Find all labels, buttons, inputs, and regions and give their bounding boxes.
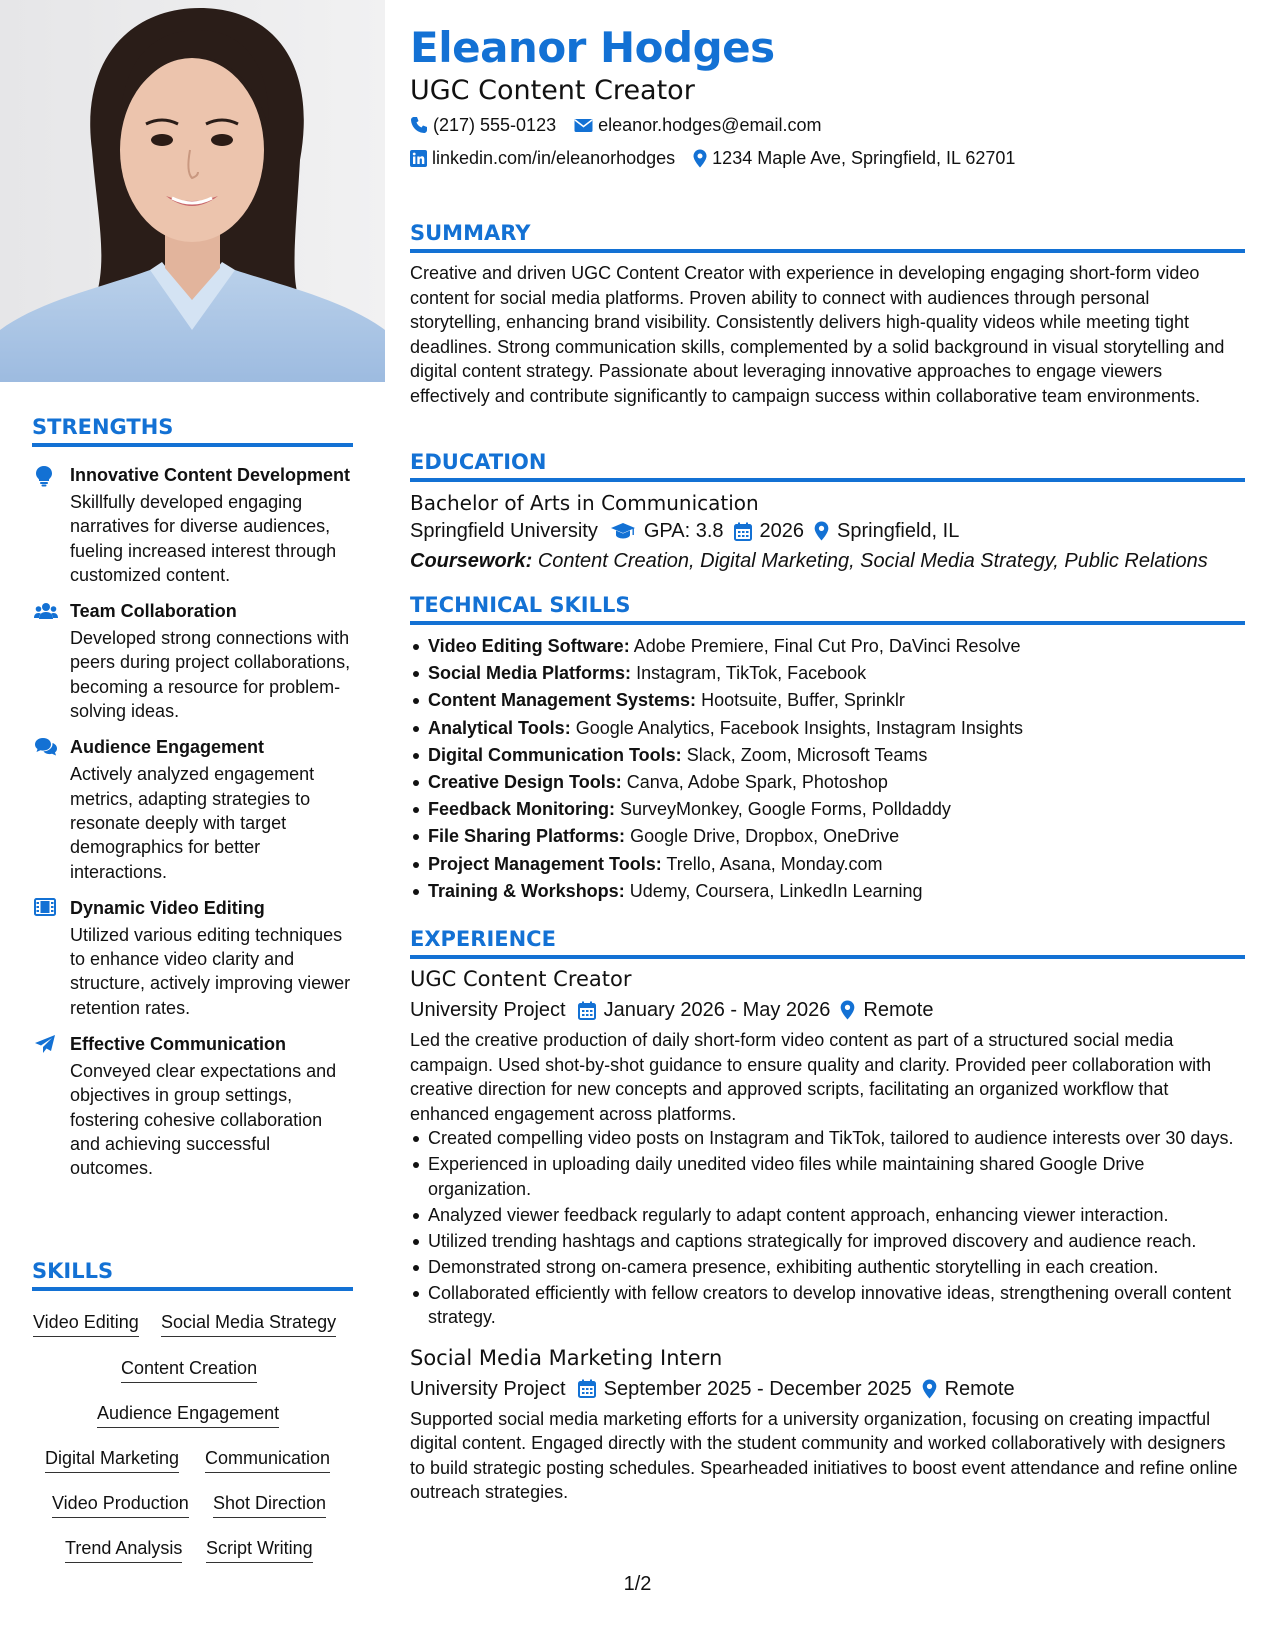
map-pin-icon bbox=[693, 149, 707, 168]
list-item bbox=[410, 715, 1245, 742]
sidebar bbox=[0, 0, 385, 1650]
linkedin-text: linkedin.com/in/eleanorhodges bbox=[432, 148, 676, 168]
strength-desc: Conveyed clear expectations and objectives in group settings, fostering cohesive collaboration and achieving successful outcomes. bbox=[70, 1061, 337, 1179]
strength-item bbox=[32, 1034, 353, 1180]
strength-name: Team Collaboration bbox=[70, 601, 237, 622]
tech-skill-value: Udemy, Coursera, LinkedIn Learning bbox=[629, 880, 923, 901]
tech-skill-label: Analytical Tools: bbox=[428, 717, 571, 738]
email-contact[interactable] bbox=[574, 113, 821, 137]
skill-tag: Content Creation bbox=[121, 1356, 257, 1383]
summary-heading: SUMMARY bbox=[410, 220, 1245, 253]
school-name: Springfield University bbox=[410, 520, 598, 542]
experience-heading: EXPERIENCE bbox=[410, 926, 1245, 959]
gpa-text: GPA: 3.8 bbox=[643, 520, 724, 542]
linkedin-icon bbox=[410, 150, 427, 167]
job-summary: Supported social media marketing efforts for a university organization, focusing on creating impactful digital content. Engaged directly with the student community and worked collaboratively with designers to build strategic posting schedules. Spearheaded initiatives to boost event attendance and refine online outreach strategies. bbox=[410, 1408, 1238, 1502]
tech-skill-value: Trello, Asana, Monday.com bbox=[666, 853, 883, 874]
education-meta bbox=[410, 516, 1245, 546]
list-item bbox=[410, 633, 1245, 660]
education-section bbox=[410, 449, 1245, 576]
tech-skill-value: Canva, Adobe Spark, Photoshop bbox=[626, 772, 888, 793]
skill-tag: Communication bbox=[205, 1446, 330, 1473]
job-dates: January 2026 - May 2026 bbox=[603, 999, 831, 1021]
job-bullets bbox=[410, 1126, 1245, 1330]
degree-name: Bachelor of Arts in Communication bbox=[410, 491, 759, 515]
tech-skill-value: Google Analytics, Facebook Insights, Instagram Insights bbox=[575, 717, 1023, 738]
job-summary: Led the creative production of daily short-form video content as part of a structured social media campaign. Used shot-by-shot guidance to ensure quality and clarity. Provided peer collaboration with creative direction for new concepts and approved scripts, facilitating an organized workflow that enhanced engagement across platforms. bbox=[410, 1030, 1212, 1124]
calendar-icon bbox=[578, 1001, 596, 1020]
coursework-line bbox=[410, 546, 1245, 576]
strengths-section bbox=[32, 414, 353, 1181]
list-item bbox=[410, 742, 1245, 769]
strength-desc: Utilized various editing techniques to enhance video clarity and structure, actively improving viewer retention rates. bbox=[70, 924, 351, 1018]
strength-name: Dynamic Video Editing bbox=[70, 897, 265, 918]
job-dates: September 2025 - December 2025 bbox=[603, 1377, 912, 1400]
list-item: Analyzed viewer feedback regularly to adapt content approach, enhancing viewer interaction. bbox=[410, 1203, 1245, 1228]
tech-skill-label: Project Management Tools: bbox=[428, 853, 662, 874]
technical-skills-list bbox=[410, 633, 1245, 905]
job-location: Remote bbox=[944, 1377, 1015, 1400]
education-location: Springfield, IL bbox=[837, 520, 960, 542]
strength-name: Innovative Content Development bbox=[70, 465, 351, 485]
contact-row bbox=[410, 113, 840, 137]
phone-text: (217) 555-0123 bbox=[433, 115, 557, 135]
strength-item bbox=[32, 601, 353, 723]
job-org: University Project bbox=[410, 1377, 566, 1400]
list-item: Experienced in uploading daily unedited video files while maintaining shared Google Drive organization. bbox=[410, 1152, 1245, 1201]
tech-skill-label: Digital Communication Tools: bbox=[428, 744, 682, 765]
envelope-icon bbox=[574, 118, 593, 133]
calendar-icon bbox=[734, 522, 752, 541]
tech-skill-label: Social Media Platforms: bbox=[428, 663, 632, 684]
map-pin-icon bbox=[814, 521, 829, 541]
map-pin-icon bbox=[922, 1379, 937, 1399]
skill-tag: Script Writing bbox=[206, 1536, 313, 1563]
list-item bbox=[410, 823, 1245, 850]
summary-section bbox=[410, 220, 1245, 408]
list-item: Created compelling video posts on Instagram and TikTok, tailored to audience interests over 30 days. bbox=[410, 1126, 1245, 1151]
education-heading: EDUCATION bbox=[410, 449, 1245, 482]
strength-item bbox=[32, 737, 353, 883]
skill-tag: Trend Analysis bbox=[65, 1536, 182, 1563]
list-item bbox=[410, 769, 1245, 796]
list-item bbox=[410, 687, 1245, 714]
skill-tag: Shot Direction bbox=[213, 1491, 326, 1518]
job-title: Social Media Marketing Intern bbox=[410, 1345, 723, 1370]
tech-skill-value: Adobe Premiere, Final Cut Pro, DaVinci Resolve bbox=[633, 636, 1021, 656]
job-meta bbox=[410, 995, 1245, 1025]
strength-name: Audience Engagement bbox=[70, 737, 265, 758]
strengths-heading: STRENGTHS bbox=[32, 414, 353, 447]
job-entry bbox=[410, 965, 1245, 1330]
phone-contact[interactable] bbox=[410, 113, 556, 137]
skill-tag: Audience Engagement bbox=[97, 1401, 279, 1428]
strength-item bbox=[32, 898, 353, 1020]
skills-section bbox=[32, 1258, 353, 1291]
profile-photo bbox=[0, 0, 385, 382]
graduation-cap-icon bbox=[610, 522, 636, 540]
tech-skill-value: Google Drive, Dropbox, OneDrive bbox=[630, 826, 900, 847]
technical-skills-section bbox=[410, 592, 1245, 905]
users-icon bbox=[34, 601, 56, 623]
email-text: eleanor.hodges@email.com bbox=[598, 115, 822, 135]
strength-name: Effective Communication bbox=[70, 1034, 287, 1055]
skill-tag: Social Media Strategy bbox=[161, 1310, 336, 1337]
tech-skill-value: Hootsuite, Buffer, Sprinklr bbox=[701, 690, 905, 711]
tech-skill-label: Content Management Systems: bbox=[428, 690, 697, 711]
strength-desc: Skillfully developed engaging narratives for diverse audiences, fueling increased interest through customized content. bbox=[70, 492, 337, 585]
linkedin-contact[interactable] bbox=[410, 146, 675, 170]
lightbulb-icon bbox=[34, 465, 56, 487]
list-item: Utilized trending hashtags and captions strategically for improved discovery and audience reach. bbox=[410, 1229, 1245, 1254]
tech-skill-label: Creative Design Tools: bbox=[428, 772, 622, 793]
chat-bubbles-icon bbox=[34, 737, 56, 759]
strength-desc: Actively analyzed engagement metrics, adapting strategies to resonate deeply with target demographics for better interactions. bbox=[70, 764, 315, 882]
skills-heading: SKILLS bbox=[32, 1258, 353, 1291]
graduation-year: 2026 bbox=[759, 520, 805, 542]
skill-tag: Video Production bbox=[52, 1491, 189, 1518]
strength-item bbox=[32, 465, 353, 587]
job-org: University Project bbox=[410, 999, 566, 1021]
list-item bbox=[410, 878, 1245, 905]
phone-icon bbox=[410, 116, 428, 134]
list-item: Demonstrated strong on-camera presence, exhibiting authentic storytelling in each creation. bbox=[410, 1255, 1245, 1280]
paper-plane-icon bbox=[34, 1034, 56, 1056]
list-item bbox=[410, 796, 1245, 823]
list-item: Collaborated efficiently with fellow creators to develop innovative ideas, strengthening overall content strategy. bbox=[410, 1281, 1245, 1330]
summary-text: Creative and driven UGC Content Creator with experience in developing engaging short-form video content for social media platforms. Proven ability to connect with audiences through personal storytelling, enhancing brand visibility. Consistently delivers high-quality videos while meeting tight deadlines. Strong communication skills, complemented by a solid background in visual storytelling and digital content strategy. Passionate about leveraging innovative approaches to engage viewers effectively and contribute significantly to campaign success within collaborative team environments. bbox=[410, 263, 1225, 406]
job-title: UGC Content Creator bbox=[410, 967, 632, 991]
tech-skill-label: File Sharing Platforms: bbox=[428, 826, 626, 847]
technical-skills-heading: TECHNICAL SKILLS bbox=[410, 592, 1245, 625]
address-text: 1234 Maple Ave, Springfield, IL 62701 bbox=[712, 148, 1016, 168]
job-location: Remote bbox=[863, 999, 934, 1021]
calendar-icon bbox=[578, 1379, 596, 1398]
tech-skill-label: Video Editing Software: bbox=[428, 636, 630, 656]
tech-skill-value: Slack, Zoom, Microsoft Teams bbox=[686, 744, 928, 765]
tech-skill-value: Instagram, TikTok, Facebook bbox=[636, 663, 867, 684]
contact-row bbox=[410, 146, 1033, 170]
strength-desc: Developed strong connections with peers during project collaborations, becoming a resource for problem-solving ideas. bbox=[70, 628, 351, 722]
tech-skill-value: SurveyMonkey, Google Forms, Polldaddy bbox=[620, 799, 951, 820]
coursework-label: Coursework: bbox=[410, 550, 533, 572]
page-number: 1/2 bbox=[623, 1573, 652, 1595]
list-item bbox=[410, 851, 1245, 878]
skill-tag: Video Editing bbox=[33, 1310, 139, 1337]
list-item bbox=[410, 660, 1245, 687]
job-entry bbox=[410, 1344, 1245, 1505]
address-contact bbox=[693, 146, 1015, 170]
map-pin-icon bbox=[840, 1000, 855, 1020]
film-icon bbox=[34, 898, 56, 920]
candidate-name: Eleanor Hodges bbox=[410, 23, 775, 72]
coursework-list: Content Creation, Digital Marketing, Social Media Strategy, Public Relations bbox=[537, 550, 1208, 572]
experience-section bbox=[410, 926, 1245, 1505]
tech-skill-label: Training & Workshops: bbox=[428, 880, 625, 901]
job-meta bbox=[410, 1374, 1245, 1404]
skill-tag: Digital Marketing bbox=[45, 1446, 179, 1473]
tech-skill-label: Feedback Monitoring: bbox=[428, 799, 616, 820]
candidate-title: UGC Content Creator bbox=[410, 75, 695, 106]
